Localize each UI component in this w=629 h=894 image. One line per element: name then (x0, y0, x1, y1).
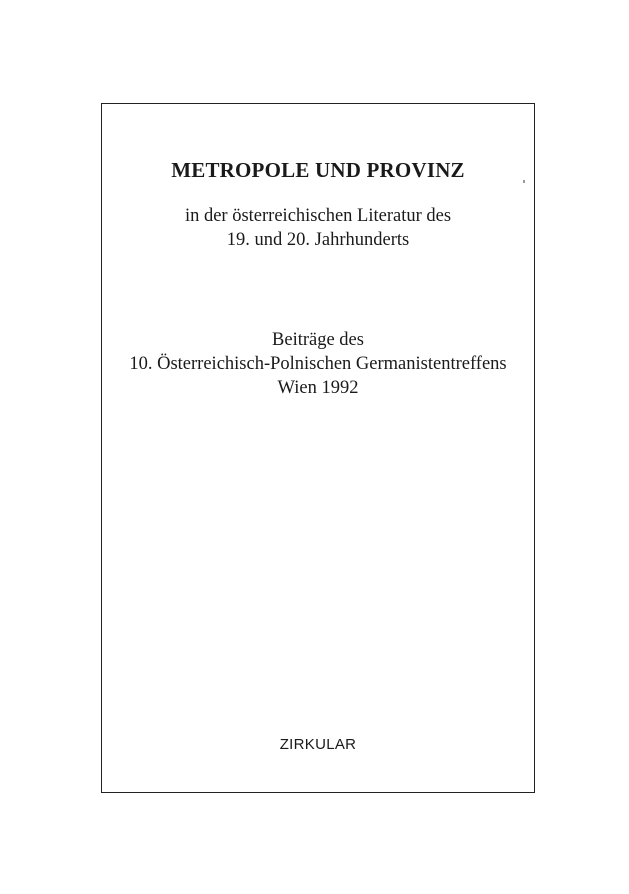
book-title: METROPOLE UND PROVINZ (171, 158, 465, 182)
subtitle-line-1: in der österreichischen Literatur des (184, 206, 452, 226)
publisher-name: ZIRKULAR (279, 736, 357, 753)
subtitle-line-2: 19. und 20. Jahrhunderts (226, 230, 410, 250)
cover-frame (101, 103, 535, 793)
contributions-line-3: Wien 1992 (277, 378, 359, 398)
contributions-line-1: Beiträge des (272, 330, 364, 350)
contributions-line-2: 10. Österreichisch-Polnischen Germanistentreffens (129, 354, 507, 374)
